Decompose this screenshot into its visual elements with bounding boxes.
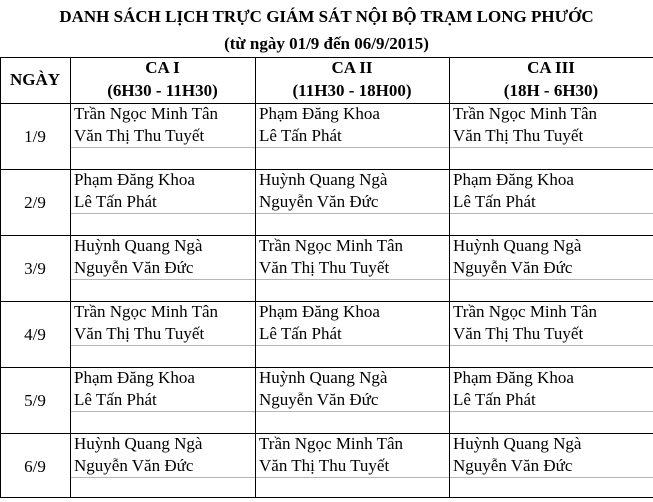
staff-name: Lê Tấn Phát [453,192,536,211]
row-inner-divider [70,147,653,148]
staff-name: Phạm Đăng Khoa [453,368,574,387]
header-day: NGÀY [9,70,61,89]
staff-name: Văn Thị Thu Tuyết [259,456,390,475]
column-separator [255,57,256,497]
staff-name: Lê Tấn Phát [453,390,536,409]
row-day: 2/9 [24,193,46,212]
staff-name: Trần Ngọc Minh Tân [453,104,598,123]
header-shift-name: CA II [331,58,373,77]
row-day: 1/9 [24,127,46,146]
staff-name: Huỳnh Quang Ngà [453,434,582,453]
row-inner-divider [70,279,653,280]
staff-name: Trần Ngọc Minh Tân [259,434,404,453]
staff-name: Nguyễn Văn Đức [74,456,194,475]
staff-name: Phạm Đăng Khoa [259,104,380,123]
row-day: 3/9 [24,259,46,278]
staff-name: Nguyễn Văn Đức [74,258,194,277]
staff-name: Phạm Đăng Khoa [74,170,195,189]
row-inner-divider [70,213,653,214]
staff-name: Phạm Đăng Khoa [259,302,380,321]
staff-name: Lê Tấn Phát [74,192,157,211]
staff-name: Huỳnh Quang Ngà [259,368,388,387]
header-shift-time: (6H30 - 11H30) [107,81,218,100]
staff-name: Văn Thị Thu Tuyết [453,126,584,145]
staff-name: Văn Thị Thu Tuyết [259,258,390,277]
staff-name: Lê Tấn Phát [74,390,157,409]
row-day: 4/9 [24,325,46,344]
staff-name: Nguyễn Văn Đức [453,258,573,277]
row-inner-divider [70,411,653,412]
document-title: DANH SÁCH LỊCH TRỰC GIÁM SÁT NỘI BỘ TRẠM LONG PHƯỚC [59,7,594,26]
staff-name: Nguyễn Văn Đức [259,390,379,409]
staff-name: Nguyễn Văn Đức [453,456,573,475]
header-shift-name: CA III [527,58,575,77]
row-inner-divider [70,345,653,346]
staff-name: Trần Ngọc Minh Tân [74,302,219,321]
column-separator [449,57,450,497]
staff-name: Nguyễn Văn Đức [259,192,379,211]
document-subtitle: (từ ngày 01/9 đến 06/9/2015) [224,34,429,53]
column-separator [70,57,71,497]
header-shift-name: CA I [145,58,180,77]
staff-name: Trần Ngọc Minh Tân [453,302,598,321]
staff-name: Phạm Đăng Khoa [453,170,574,189]
row-day: 5/9 [24,391,46,410]
staff-name: Phạm Đăng Khoa [74,368,195,387]
staff-name: Lê Tấn Phát [259,126,342,145]
staff-name: Trần Ngọc Minh Tân [259,236,404,255]
staff-name: Văn Thị Thu Tuyết [74,324,205,343]
table-border-bottom [0,497,653,498]
staff-name: Huỳnh Quang Ngà [74,236,203,255]
staff-name: Lê Tấn Phát [259,324,342,343]
staff-name: Văn Thị Thu Tuyết [453,324,584,343]
staff-name: Trần Ngọc Minh Tân [74,104,219,123]
header-shift-time: (11H30 - 18H00) [292,81,412,100]
staff-name: Huỳnh Quang Ngà [453,236,582,255]
staff-name: Văn Thị Thu Tuyết [74,126,205,145]
staff-name: Huỳnh Quang Ngà [74,434,203,453]
staff-name: Huỳnh Quang Ngà [259,170,388,189]
header-shift-time: (18H - 6H30) [503,81,599,100]
row-inner-divider [70,477,653,478]
row-day: 6/9 [24,457,46,476]
